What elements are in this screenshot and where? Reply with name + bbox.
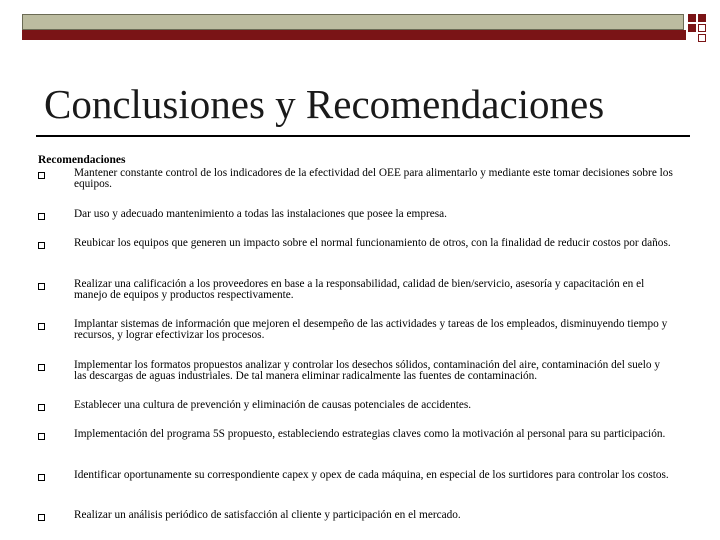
corner-square [688,14,696,22]
list-item-text: Realizar una calificación a los proveedores en base a la responsabilidad, calidad de bien/servicio, asesoría y capacitación en el manejo de equipos y productos respectivamente. [74,278,645,301]
list-item-text: Realizar un análisis periódico de satisfacción al cliente y participación en el mercado. [74,509,461,521]
list-item-text: Reubicar los equipos que generen un impacto sobre el normal funcionamiento de otros, con la finalidad de reducir costos por daños. [74,237,671,249]
list-item-text: Implantar sistemas de información que mejoren el desempeño de las actividades y tareas de los empleados, disminuyendo tiempo y recursos, y lograr efectivizar los procesos. [74,318,668,341]
decorative-red-band [22,30,686,40]
square-bullet-icon [38,213,45,220]
list-item [38,470,678,500]
square-bullet-icon [38,172,45,179]
square-bullet-icon [38,404,45,411]
list-item-text: Implementación del programa 5S propuesto, estableciendo estrategias claves como la motivación al personal para su participación. [74,428,666,440]
slide-title: Conclusiones y Recomendaciones [44,81,605,127]
corner-square [698,34,706,42]
decorative-corner-squares [688,14,706,44]
list-item-text: Dar uso y adecuado mantenimiento a todas las instalaciones que posee la empresa. [74,208,447,220]
list-item [38,209,678,239]
list-item [38,319,678,349]
square-bullet-icon [38,433,45,440]
list-item [38,510,678,540]
list-item-text: Identificar oportunamente su correspondiente capex y opex de cada máquina, en especial de los surtidores para controlar los costos. [74,469,669,481]
square-bullet-icon [38,514,45,521]
list-item [38,168,678,198]
square-bullet-icon [38,364,45,371]
square-bullet-icon [38,474,45,481]
square-bullet-icon [38,323,45,330]
square-bullet-icon [38,283,45,290]
list-item-text: Establecer una cultura de prevención y eliminación de causas potenciales de accidentes. [74,399,472,411]
list-item [38,238,678,268]
decorative-top-bar [22,14,684,30]
list-item [38,279,678,309]
corner-square [688,24,696,32]
list-item-text: Implementar los formatos propuestos analizar y controlar los desechos sólidos, contaminación del aire, contaminación del suelo y las descargas de aguas industriales. De tal manera eliminar radicalmente las fuentes de contaminación. [74,359,661,382]
corner-square [698,14,706,22]
list-item-text: Mantener constante control de los indicadores de la efectividad del OEE para alimentarlo y mediante este tomar decisiones sobre los equipos. [74,167,673,190]
title-divider [36,135,690,137]
list-item [38,429,678,459]
list-item [38,400,678,430]
square-bullet-icon [38,242,45,249]
section-heading: Recomendaciones [38,154,126,166]
corner-square [698,24,706,32]
list-item [38,360,678,390]
